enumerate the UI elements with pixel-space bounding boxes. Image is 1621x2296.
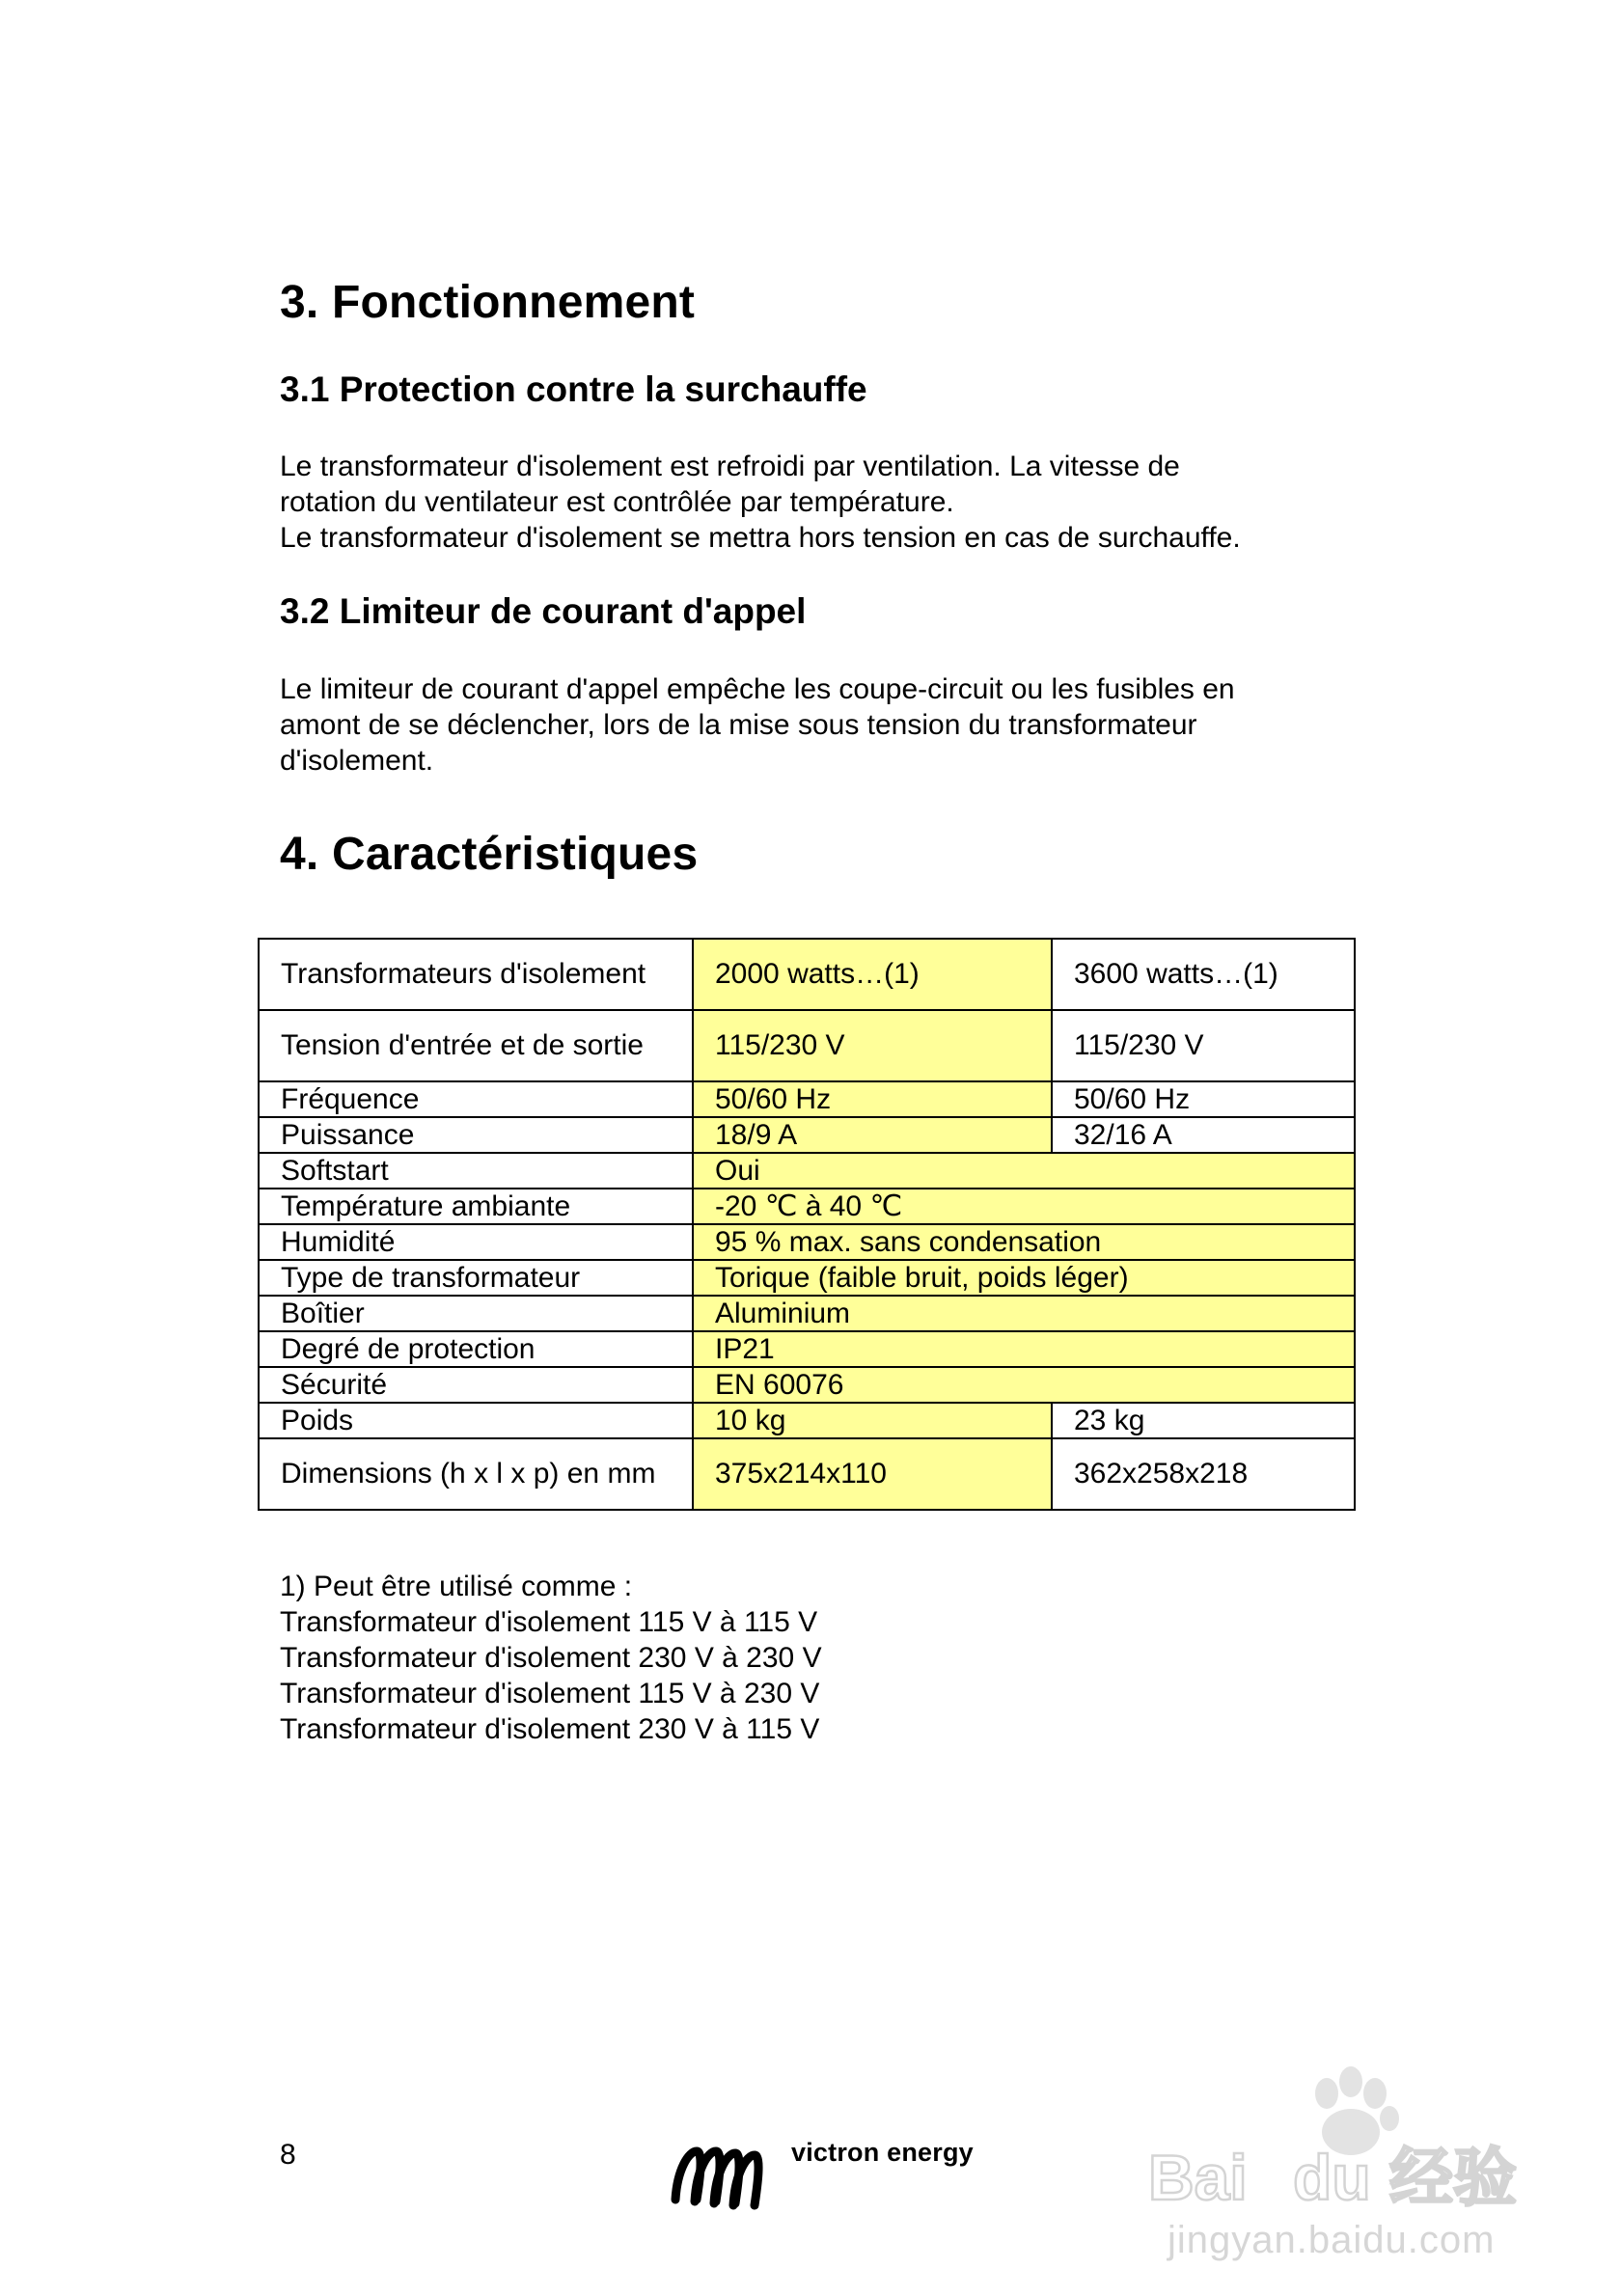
shared-value: 95 % max. sans condensation xyxy=(693,1224,1355,1260)
paragraph-line: Le transformateur d'isolement se mettra hors tension en cas de surchauffe. xyxy=(280,522,1241,554)
paragraph-line: d'isolement. xyxy=(280,745,434,777)
section-3-heading: 3. Fonctionnement xyxy=(280,277,696,328)
shared-value: Aluminium xyxy=(693,1296,1355,1331)
victron-coil-icon xyxy=(668,2130,783,2219)
baidu-paw-icon xyxy=(1148,2055,1553,2219)
section-3-2-paragraph xyxy=(280,671,1380,779)
value-3600w: 23 kg xyxy=(1052,1403,1355,1438)
paragraph-line: Le transformateur d'isolement est refroidi par ventilation. La vitesse de xyxy=(280,451,1180,482)
section-3-2-heading: 3.2 Limiteur de courant d'appel xyxy=(280,591,807,631)
row-label: Type de transformateur xyxy=(259,1260,693,1296)
value-2000w: 18/9 A xyxy=(693,1117,1052,1153)
row-label: Dimensions (h x l x p) en mm xyxy=(259,1438,693,1510)
row-label: Poids xyxy=(259,1403,693,1438)
row-label: Degré de protection xyxy=(259,1331,693,1367)
footnote-line: Transformateur d'isolement 230 V à 115 V xyxy=(280,1713,820,1745)
svg-text:经验: 经验 xyxy=(1389,2142,1517,2213)
paragraph-line: amont de se déclencher, lors de la mise sous tension du transformateur xyxy=(280,709,1197,741)
row-label: Transformateurs d'isolement xyxy=(259,939,693,1010)
section-4-heading: 4. Caractéristiques xyxy=(280,829,699,880)
row-label: Température ambiante xyxy=(259,1189,693,1224)
section-3-1-paragraph xyxy=(280,449,1380,556)
value-3600w: 50/60 Hz xyxy=(1052,1081,1355,1117)
value-2000w: 115/230 V xyxy=(693,1010,1052,1081)
row-label: Sécurité xyxy=(259,1367,693,1403)
row-label: Tension d'entrée et de sortie xyxy=(259,1010,693,1081)
footnote-line: Transformateur d'isolement 115 V à 230 V xyxy=(280,1678,820,1709)
shared-value: IP21 xyxy=(693,1331,1355,1367)
value-3600w: 115/230 V xyxy=(1052,1010,1355,1081)
table-row xyxy=(259,1438,1355,1510)
shared-value: Torique (faible bruit, poids léger) xyxy=(693,1260,1355,1296)
table-row xyxy=(259,939,1355,1010)
specifications-table xyxy=(258,938,1356,1511)
value-2000w: 50/60 Hz xyxy=(693,1081,1052,1117)
shared-value: Oui xyxy=(693,1153,1355,1189)
svg-text:du: du xyxy=(1293,2142,1371,2213)
table-row xyxy=(259,1081,1355,1117)
table-row xyxy=(259,1010,1355,1081)
shared-value: -20 ℃ à 40 ℃ xyxy=(693,1189,1355,1224)
row-label: Softstart xyxy=(259,1153,693,1189)
table-row xyxy=(259,1331,1355,1367)
footnotes xyxy=(280,1569,1380,1747)
row-label: Boîtier xyxy=(259,1296,693,1331)
row-label: Puissance xyxy=(259,1117,693,1153)
footnote-line: Transformateur d'isolement 115 V à 115 V xyxy=(280,1606,818,1638)
row-label: Fréquence xyxy=(259,1081,693,1117)
page-number: 8 xyxy=(280,2139,296,2171)
value-3600w: 3600 watts…(1) xyxy=(1052,939,1355,1010)
svg-text:Bai: Bai xyxy=(1148,2142,1248,2213)
shared-value: EN 60076 xyxy=(693,1367,1355,1403)
footnote-line: Transformateur d'isolement 230 V à 230 V xyxy=(280,1642,822,1674)
table-row xyxy=(259,1153,1355,1189)
value-2000w: 375x214x110 xyxy=(693,1438,1052,1510)
table-row xyxy=(259,1296,1355,1331)
value-2000w: 10 kg xyxy=(693,1403,1052,1438)
value-3600w: 362x258x218 xyxy=(1052,1438,1355,1510)
row-label: Humidité xyxy=(259,1224,693,1260)
section-3-1-heading: 3.1 Protection contre la surchauffe xyxy=(280,369,867,409)
table-row xyxy=(259,1189,1355,1224)
table-row xyxy=(259,1117,1355,1153)
logo-text: victron energy xyxy=(791,2138,974,2167)
table-row xyxy=(259,1403,1355,1438)
baidu-watermark xyxy=(1148,2055,1553,2267)
table-row xyxy=(259,1260,1355,1296)
paragraph-line: Le limiteur de courant d'appel empêche les coupe-circuit ou les fusibles en xyxy=(280,673,1235,705)
victron-logo xyxy=(668,2130,976,2219)
table-row xyxy=(259,1224,1355,1260)
paragraph-line: rotation du ventilateur est contrôlée par température. xyxy=(280,486,954,518)
footnote-line: 1) Peut être utilisé comme : xyxy=(280,1571,633,1602)
table-row xyxy=(259,1367,1355,1403)
value-2000w: 2000 watts…(1) xyxy=(693,939,1052,1010)
value-3600w: 32/16 A xyxy=(1052,1117,1355,1153)
watermark-url: jingyan.baidu.com xyxy=(1168,2219,1496,2261)
